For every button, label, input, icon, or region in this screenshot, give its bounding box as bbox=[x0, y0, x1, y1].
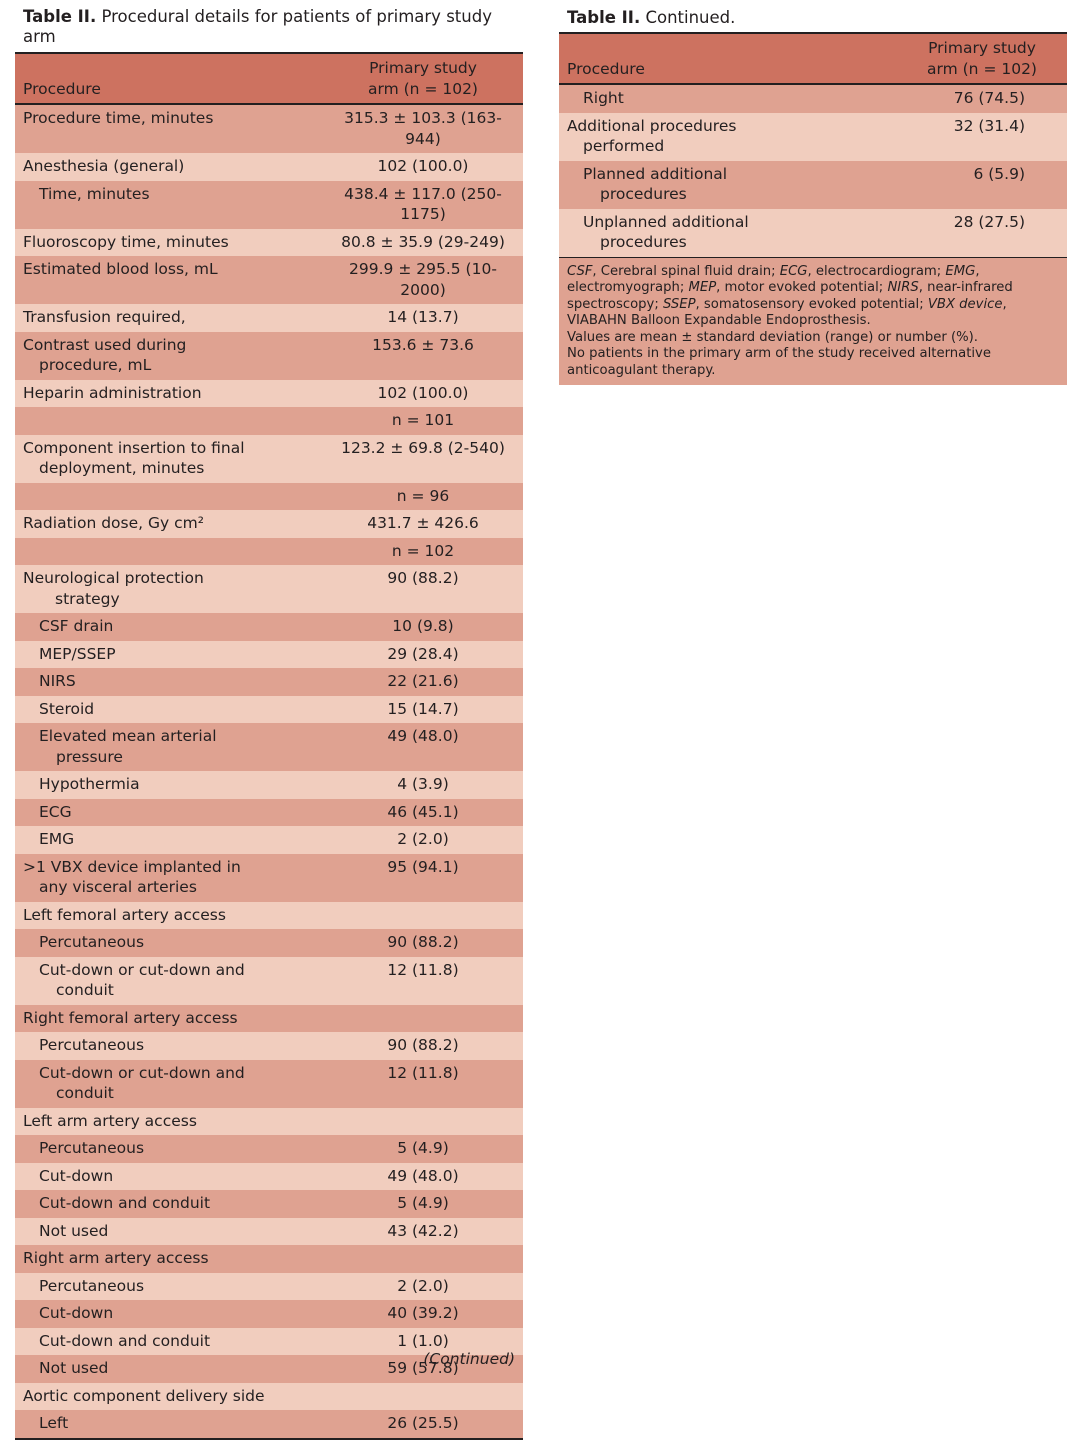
table-row bbox=[15, 826, 523, 854]
row-label bbox=[559, 209, 897, 258]
row-value: n = 102 bbox=[323, 538, 523, 566]
table-row bbox=[15, 510, 523, 538]
procedure-column-header: Procedure bbox=[15, 53, 323, 104]
row-value: 2 (2.0) bbox=[323, 826, 523, 854]
table-row bbox=[559, 161, 1067, 209]
row-value bbox=[323, 1005, 523, 1033]
row-value: 438.4 ± 117.0 (250-1175) bbox=[323, 181, 523, 229]
row-label bbox=[15, 826, 323, 854]
values-note: Values are mean ± standard deviation (range) or number (%). bbox=[567, 329, 978, 345]
table-row bbox=[15, 696, 523, 724]
continued-label: (Continued) bbox=[423, 1350, 515, 1368]
row-label-text: Not used bbox=[39, 1359, 109, 1377]
row-label-text: Time, minutes bbox=[39, 184, 150, 203]
table-row bbox=[15, 565, 523, 613]
row-value: 49 (48.0) bbox=[323, 1163, 523, 1191]
row-label-text: Aortic component delivery side bbox=[23, 1386, 265, 1405]
row-label bbox=[15, 613, 323, 641]
row-label bbox=[15, 1328, 323, 1356]
row-label bbox=[15, 854, 323, 902]
row-label bbox=[15, 1245, 323, 1273]
row-label-text: EMG bbox=[39, 830, 75, 848]
abbreviation-definition: , electrocardiogram; bbox=[807, 263, 946, 279]
row-label-text: Hypothermia bbox=[39, 775, 140, 793]
row-value: 95 (94.1) bbox=[323, 854, 523, 902]
row-value bbox=[323, 1383, 523, 1411]
row-value: 299.9 ± 295.5 (10-2000) bbox=[323, 256, 523, 304]
row-label-text: Cut-down bbox=[39, 1304, 114, 1322]
row-label-text: Radiation dose, Gy cm² bbox=[23, 514, 204, 532]
table-row bbox=[15, 668, 523, 696]
abbreviation-definition: , motor evoked potential; bbox=[716, 280, 888, 295]
abbreviation-term: MEP bbox=[688, 280, 717, 295]
row-label-text: Left bbox=[39, 1414, 69, 1432]
row-value: 12 (11.8) bbox=[323, 957, 523, 1005]
table-row bbox=[15, 538, 523, 566]
procedural-details-table bbox=[15, 52, 523, 1440]
table-row bbox=[15, 1245, 523, 1273]
table-row bbox=[15, 929, 523, 957]
row-value: 59 (57.8) bbox=[323, 1355, 523, 1383]
table-row bbox=[15, 1163, 523, 1191]
row-label bbox=[15, 1300, 323, 1328]
table-row bbox=[15, 104, 523, 153]
abbreviation-definition: , near-infrared spectroscopy; bbox=[567, 280, 1013, 312]
row-label-text: NIRS bbox=[39, 672, 76, 690]
row-label bbox=[15, 902, 323, 930]
row-label-continuation: strategy bbox=[55, 589, 120, 608]
table-row bbox=[15, 304, 523, 332]
table-row bbox=[15, 799, 523, 827]
row-label bbox=[15, 929, 323, 957]
row-label-continuation: procedures bbox=[600, 233, 687, 251]
arm-header-line1: Primary study bbox=[369, 59, 477, 77]
row-label bbox=[15, 483, 323, 511]
row-value: n = 96 bbox=[323, 483, 523, 511]
row-label-text: Additional procedures bbox=[567, 116, 737, 135]
row-value: 80.8 ± 35.9 (29-249) bbox=[323, 229, 523, 257]
row-value: 123.2 ± 69.8 (2-540) bbox=[323, 435, 523, 483]
row-value: 10 (9.8) bbox=[323, 613, 523, 641]
table-row bbox=[15, 1005, 523, 1033]
row-label-text: Anesthesia (general) bbox=[23, 157, 185, 175]
row-value: 49 (48.0) bbox=[323, 723, 523, 771]
row-label-continuation: pressure bbox=[56, 747, 123, 766]
arm-header-line2: arm (n = 102) bbox=[368, 80, 478, 98]
table-row bbox=[15, 332, 523, 380]
row-label-text: Component insertion to final bbox=[23, 438, 245, 457]
row-value bbox=[323, 1245, 523, 1273]
row-label bbox=[15, 641, 323, 669]
table-caption-left bbox=[23, 7, 523, 47]
row-label bbox=[559, 161, 897, 209]
row-label bbox=[15, 1355, 323, 1383]
row-label-text: Right femoral artery access bbox=[23, 1008, 238, 1027]
row-label-text: Percutaneous bbox=[39, 1036, 145, 1054]
abbreviation-term: CSF bbox=[567, 263, 593, 279]
row-label-text: Left femoral artery access bbox=[23, 905, 226, 924]
row-value: 315.3 ± 103.3 (163-944) bbox=[323, 104, 523, 153]
row-value: 90 (88.2) bbox=[323, 1032, 523, 1060]
table-caption-right bbox=[567, 8, 1067, 28]
row-value: 102 (100.0) bbox=[323, 380, 523, 408]
row-label bbox=[15, 1383, 323, 1411]
row-label-continuation: conduit bbox=[56, 981, 114, 999]
table-row bbox=[15, 1218, 523, 1246]
row-value: 22 (21.6) bbox=[323, 668, 523, 696]
procedure-column-header: Procedure bbox=[559, 33, 897, 84]
row-label-text: Contrast used during bbox=[23, 335, 187, 354]
table-row bbox=[559, 209, 1067, 258]
abbreviation-term: EMG bbox=[945, 263, 976, 279]
row-label-continuation: any visceral arteries bbox=[39, 878, 197, 896]
table-row bbox=[15, 1410, 523, 1439]
abbreviations-note bbox=[567, 264, 1059, 330]
table-row bbox=[15, 1300, 523, 1328]
row-value: n = 101 bbox=[323, 407, 523, 435]
row-value bbox=[323, 902, 523, 930]
row-label-text: Percutaneous bbox=[39, 933, 145, 951]
row-label-text: Neurological protection bbox=[23, 569, 204, 587]
row-label bbox=[15, 435, 323, 483]
table-row bbox=[15, 771, 523, 799]
row-label bbox=[15, 1060, 323, 1108]
row-label bbox=[15, 332, 323, 380]
row-label-continuation: deployment, minutes bbox=[39, 459, 205, 477]
row-label-text: Heparin administration bbox=[23, 383, 202, 402]
table-body bbox=[15, 104, 523, 1439]
row-label bbox=[15, 153, 323, 181]
row-label bbox=[15, 181, 323, 229]
primary-arm-column-header bbox=[323, 53, 523, 104]
row-label-text: Percutaneous bbox=[39, 1276, 145, 1295]
row-label-text: ECG bbox=[39, 802, 72, 821]
row-label-continuation: procedure, mL bbox=[39, 356, 152, 374]
row-value: 153.6 ± 73.6 bbox=[323, 332, 523, 380]
row-label bbox=[15, 565, 323, 613]
row-value: 90 (88.2) bbox=[323, 565, 523, 613]
table-row bbox=[15, 380, 523, 408]
row-label-text: Percutaneous bbox=[39, 1139, 145, 1157]
row-label-text: >1 VBX device implanted in bbox=[23, 857, 241, 876]
row-value: 76 (74.5) bbox=[897, 84, 1067, 113]
row-label-continuation: procedures bbox=[600, 185, 687, 203]
table-row bbox=[15, 153, 523, 181]
table-header-row bbox=[15, 53, 523, 104]
row-value: 431.7 ± 426.6 bbox=[323, 510, 523, 538]
table-row bbox=[15, 902, 523, 930]
table-row bbox=[15, 641, 523, 669]
row-label bbox=[15, 304, 323, 332]
row-value: 43 (42.2) bbox=[323, 1218, 523, 1246]
row-label bbox=[15, 957, 323, 1005]
table-header-row bbox=[559, 33, 1067, 84]
row-value: 90 (88.2) bbox=[323, 929, 523, 957]
table-row bbox=[15, 1190, 523, 1218]
row-label bbox=[15, 256, 323, 304]
row-value: 15 (14.7) bbox=[323, 696, 523, 724]
row-value bbox=[323, 1108, 523, 1136]
table-row bbox=[15, 854, 523, 902]
row-value: 28 (27.5) bbox=[897, 209, 1067, 258]
row-label-continuation: performed bbox=[583, 137, 665, 155]
table-row bbox=[15, 723, 523, 771]
table-row bbox=[15, 181, 523, 229]
abbreviation-term: SSEP bbox=[662, 296, 696, 312]
row-label bbox=[559, 113, 897, 161]
row-value: 46 (45.1) bbox=[323, 799, 523, 827]
row-value: 29 (28.4) bbox=[323, 641, 523, 669]
row-label bbox=[15, 799, 323, 827]
table-row bbox=[15, 1135, 523, 1163]
row-label bbox=[559, 84, 897, 113]
table-row bbox=[15, 407, 523, 435]
row-value: 40 (39.2) bbox=[323, 1300, 523, 1328]
row-label bbox=[15, 1108, 323, 1136]
row-label bbox=[15, 1005, 323, 1033]
caption-label: Table II. bbox=[567, 8, 641, 27]
row-label bbox=[15, 510, 323, 538]
row-value: 5 (4.9) bbox=[323, 1190, 523, 1218]
table-row bbox=[15, 1060, 523, 1108]
row-value: 5 (4.9) bbox=[323, 1135, 523, 1163]
row-label bbox=[15, 1135, 323, 1163]
row-label-text: Left arm artery access bbox=[23, 1111, 197, 1130]
row-value: 6 (5.9) bbox=[897, 161, 1067, 209]
row-label bbox=[15, 1273, 323, 1301]
arm-header-line2: arm (n = 102) bbox=[927, 60, 1037, 78]
abbreviation-definition: , somatosensory evoked potential; bbox=[695, 296, 928, 312]
anticoagulant-note: No patients in the primary arm of the study received alternative anticoagulant therapy. bbox=[567, 346, 991, 378]
row-label-text: Cut-down and conduit bbox=[39, 1194, 211, 1212]
table-row bbox=[15, 613, 523, 641]
row-label bbox=[15, 723, 323, 771]
table-body bbox=[559, 84, 1067, 257]
row-label bbox=[15, 668, 323, 696]
abbreviation-term: VBX device bbox=[927, 296, 1003, 312]
abbreviation-definition: , electromyograph; bbox=[567, 263, 980, 295]
row-label bbox=[15, 104, 323, 153]
abbreviation-term: NIRS bbox=[887, 280, 919, 295]
row-label-text: Steroid bbox=[39, 699, 95, 718]
row-label-text: Fluoroscopy time, minutes bbox=[23, 232, 229, 251]
row-label bbox=[15, 229, 323, 257]
row-label-text: Unplanned additional bbox=[583, 212, 749, 231]
row-label-text: Procedure time, minutes bbox=[23, 109, 214, 127]
row-label-text: Right bbox=[583, 89, 624, 107]
row-label bbox=[15, 1190, 323, 1218]
table-footnote bbox=[559, 257, 1067, 385]
arm-header-line1: Primary study bbox=[928, 39, 1036, 57]
primary-arm-column-header bbox=[897, 33, 1067, 84]
row-value: 2 (2.0) bbox=[323, 1273, 523, 1301]
row-value: 14 (13.7) bbox=[323, 304, 523, 332]
table-row bbox=[559, 113, 1067, 161]
row-label-text: Cut-down bbox=[39, 1166, 114, 1185]
row-label bbox=[15, 380, 323, 408]
abbreviation-definition: , Cerebral spinal fluid drain; bbox=[592, 263, 780, 279]
row-label-text: Cut-down or cut-down and bbox=[39, 1063, 245, 1082]
caption-label: Table II. bbox=[23, 7, 97, 26]
row-label bbox=[15, 696, 323, 724]
procedural-details-table-continued bbox=[559, 32, 1067, 385]
table-row bbox=[15, 1273, 523, 1301]
row-label bbox=[15, 1163, 323, 1191]
table-row bbox=[15, 256, 523, 304]
row-label bbox=[15, 771, 323, 799]
row-value: 1 (1.0) bbox=[323, 1328, 523, 1356]
abbreviation-definition: , VIABAHN Balloon Expandable Endoprosthesis. bbox=[567, 296, 1007, 328]
row-label bbox=[15, 407, 323, 435]
row-value: 102 (100.0) bbox=[323, 153, 523, 181]
row-label-text: Right arm artery access bbox=[23, 1249, 209, 1267]
row-label bbox=[15, 1410, 323, 1439]
table-row bbox=[15, 1032, 523, 1060]
row-value: 26 (25.5) bbox=[323, 1410, 523, 1439]
row-label-continuation: conduit bbox=[56, 1084, 114, 1102]
row-label-text: CSF drain bbox=[39, 617, 114, 635]
caption-text: Continued. bbox=[640, 8, 736, 27]
table-row bbox=[15, 229, 523, 257]
row-label-text: Not used bbox=[39, 1221, 109, 1240]
row-label-text: Transfusion required, bbox=[23, 308, 186, 326]
row-label bbox=[15, 1032, 323, 1060]
row-value: 32 (31.4) bbox=[897, 113, 1067, 161]
abbreviation-term: ECG bbox=[779, 263, 808, 279]
row-label-text: Estimated blood loss, mL bbox=[23, 260, 218, 278]
table-row bbox=[15, 1383, 523, 1411]
row-label-text: Cut-down or cut-down and bbox=[39, 960, 245, 979]
table-row bbox=[559, 84, 1067, 113]
row-label bbox=[15, 1218, 323, 1246]
table-row bbox=[15, 1108, 523, 1136]
row-label-text: Elevated mean arterial bbox=[39, 727, 217, 745]
row-value: 4 (3.9) bbox=[323, 771, 523, 799]
row-label-text: MEP/SSEP bbox=[39, 644, 116, 663]
row-label-text: Cut-down and conduit bbox=[39, 1331, 211, 1350]
caption-text: Procedural details for patients of primary study arm bbox=[23, 7, 492, 46]
table-row bbox=[15, 483, 523, 511]
row-value: 12 (11.8) bbox=[323, 1060, 523, 1108]
table-row bbox=[15, 435, 523, 483]
row-label-text: Planned additional bbox=[583, 164, 728, 183]
table-row bbox=[15, 957, 523, 1005]
row-label bbox=[15, 538, 323, 566]
